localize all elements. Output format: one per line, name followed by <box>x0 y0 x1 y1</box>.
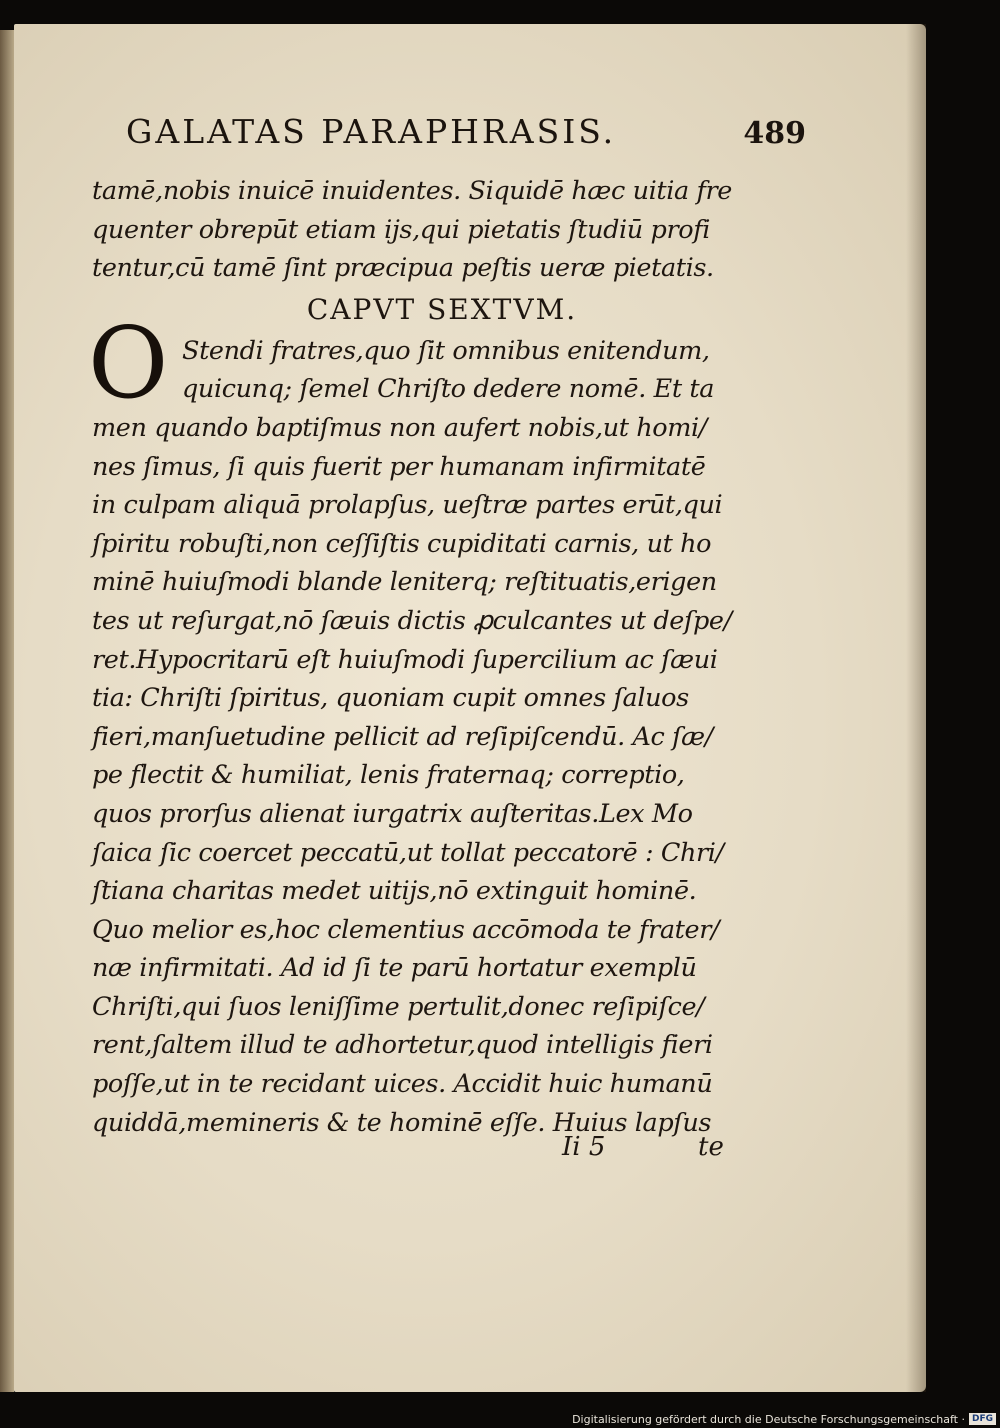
digitization-credit <box>572 1410 1000 1428</box>
text-line: ſpiritu robuſti,non ceſſiſtis cupiditati carnis, ut ho <box>92 528 712 559</box>
text-line: poſſe,ut in te recidant uices. Accidit huic humanū <box>92 1069 713 1100</box>
chapter-heading: CAPVT SEXTVM. <box>306 292 578 326</box>
text-line: ret.Hypocritarū eſt huiuſmodi ſupercilium ac ſæui <box>92 644 718 675</box>
text-line: tamē,nobis inuicē inuidentes. Siquidē hæc uitia fre <box>92 176 732 206</box>
text-line: næ infirmitati. Ad id ſi te parū hortatur exemplū <box>92 953 697 984</box>
text-block <box>88 172 732 1142</box>
text-line: fieri,manſuetudine pellicit ad reſipiſcendū. Ac ſæ/ <box>92 721 713 752</box>
text-line: quicunq; ſemel Chriſto dedere nomē. Et ta <box>182 374 715 405</box>
text-line: pe flectit & humiliat, lenis fraternaq; correptio, <box>92 760 685 791</box>
text-line: quenter obrepūt etiam ijs,qui pietatis ſtudiū profi <box>92 214 710 245</box>
text-line: tentur,cū tamē ſint præcipua peſtis ueræ pietatis. <box>92 253 714 284</box>
page-foot <box>92 1132 732 1172</box>
text-line: Stendi fratres,quo ſit omnibus enitendum, <box>182 335 710 366</box>
page-left-edge <box>0 30 14 1392</box>
text-line: minē huiuſmodi blande leniterq; reſtituatis,erigen <box>92 567 717 598</box>
running-title: GALATAS PARAPHRASIS. <box>126 112 617 151</box>
text-line: tia: Chriſti ſpiritus, quoniam cupit omnes ſaluos <box>92 683 689 714</box>
folio-number: 489 <box>743 116 806 151</box>
decorated-initial: O <box>88 307 169 421</box>
credit-text: Digitalisierung gefördert durch die Deutsche Forschungsgemeinschaft · <box>572 1412 965 1426</box>
text-line: ſaica ſic coercet peccatū,ut tollat peccatorē : Chri/ <box>92 837 724 868</box>
text-line: in culpam aliquā prolapſus, ueſtræ partes erūt,qui <box>92 490 723 521</box>
text-line: tes ut reſurgat,nō ſæuis dictis ꝓculcantes ut deſpe/ <box>92 605 732 636</box>
signature-mark: Ii 5 <box>562 1132 606 1162</box>
catchword: te <box>698 1132 724 1162</box>
text-line: Chriſti,qui ſuos leniſſime pertulit,donec reſipiſce/ <box>92 991 705 1022</box>
text-line: ſtiana charitas medet uitijs,nō extinguit hominē. <box>92 876 697 907</box>
text-line: men quando baptiſmus non aufert nobis,ut homi/ <box>92 412 707 443</box>
text-line: nes ſimus, ſi quis fuerit per humanam infirmitatē <box>92 451 706 482</box>
text-line: Quo melior es,hoc clementius accōmoda te frater/ <box>92 914 720 945</box>
text-line: quos prorſus alienat iurgatrix auſteritas.Lex Mo <box>92 798 693 829</box>
running-head <box>126 112 816 162</box>
dfg-logo-icon: DFG <box>969 1413 996 1425</box>
page-gutter-shadow <box>906 24 926 1392</box>
text-line: rent,ſaltem illud te adhortetur,quod intelligis fieri <box>92 1030 713 1061</box>
text-line: quiddā,memineris & te hominē eſſe. Huius lapſus <box>92 1107 712 1138</box>
